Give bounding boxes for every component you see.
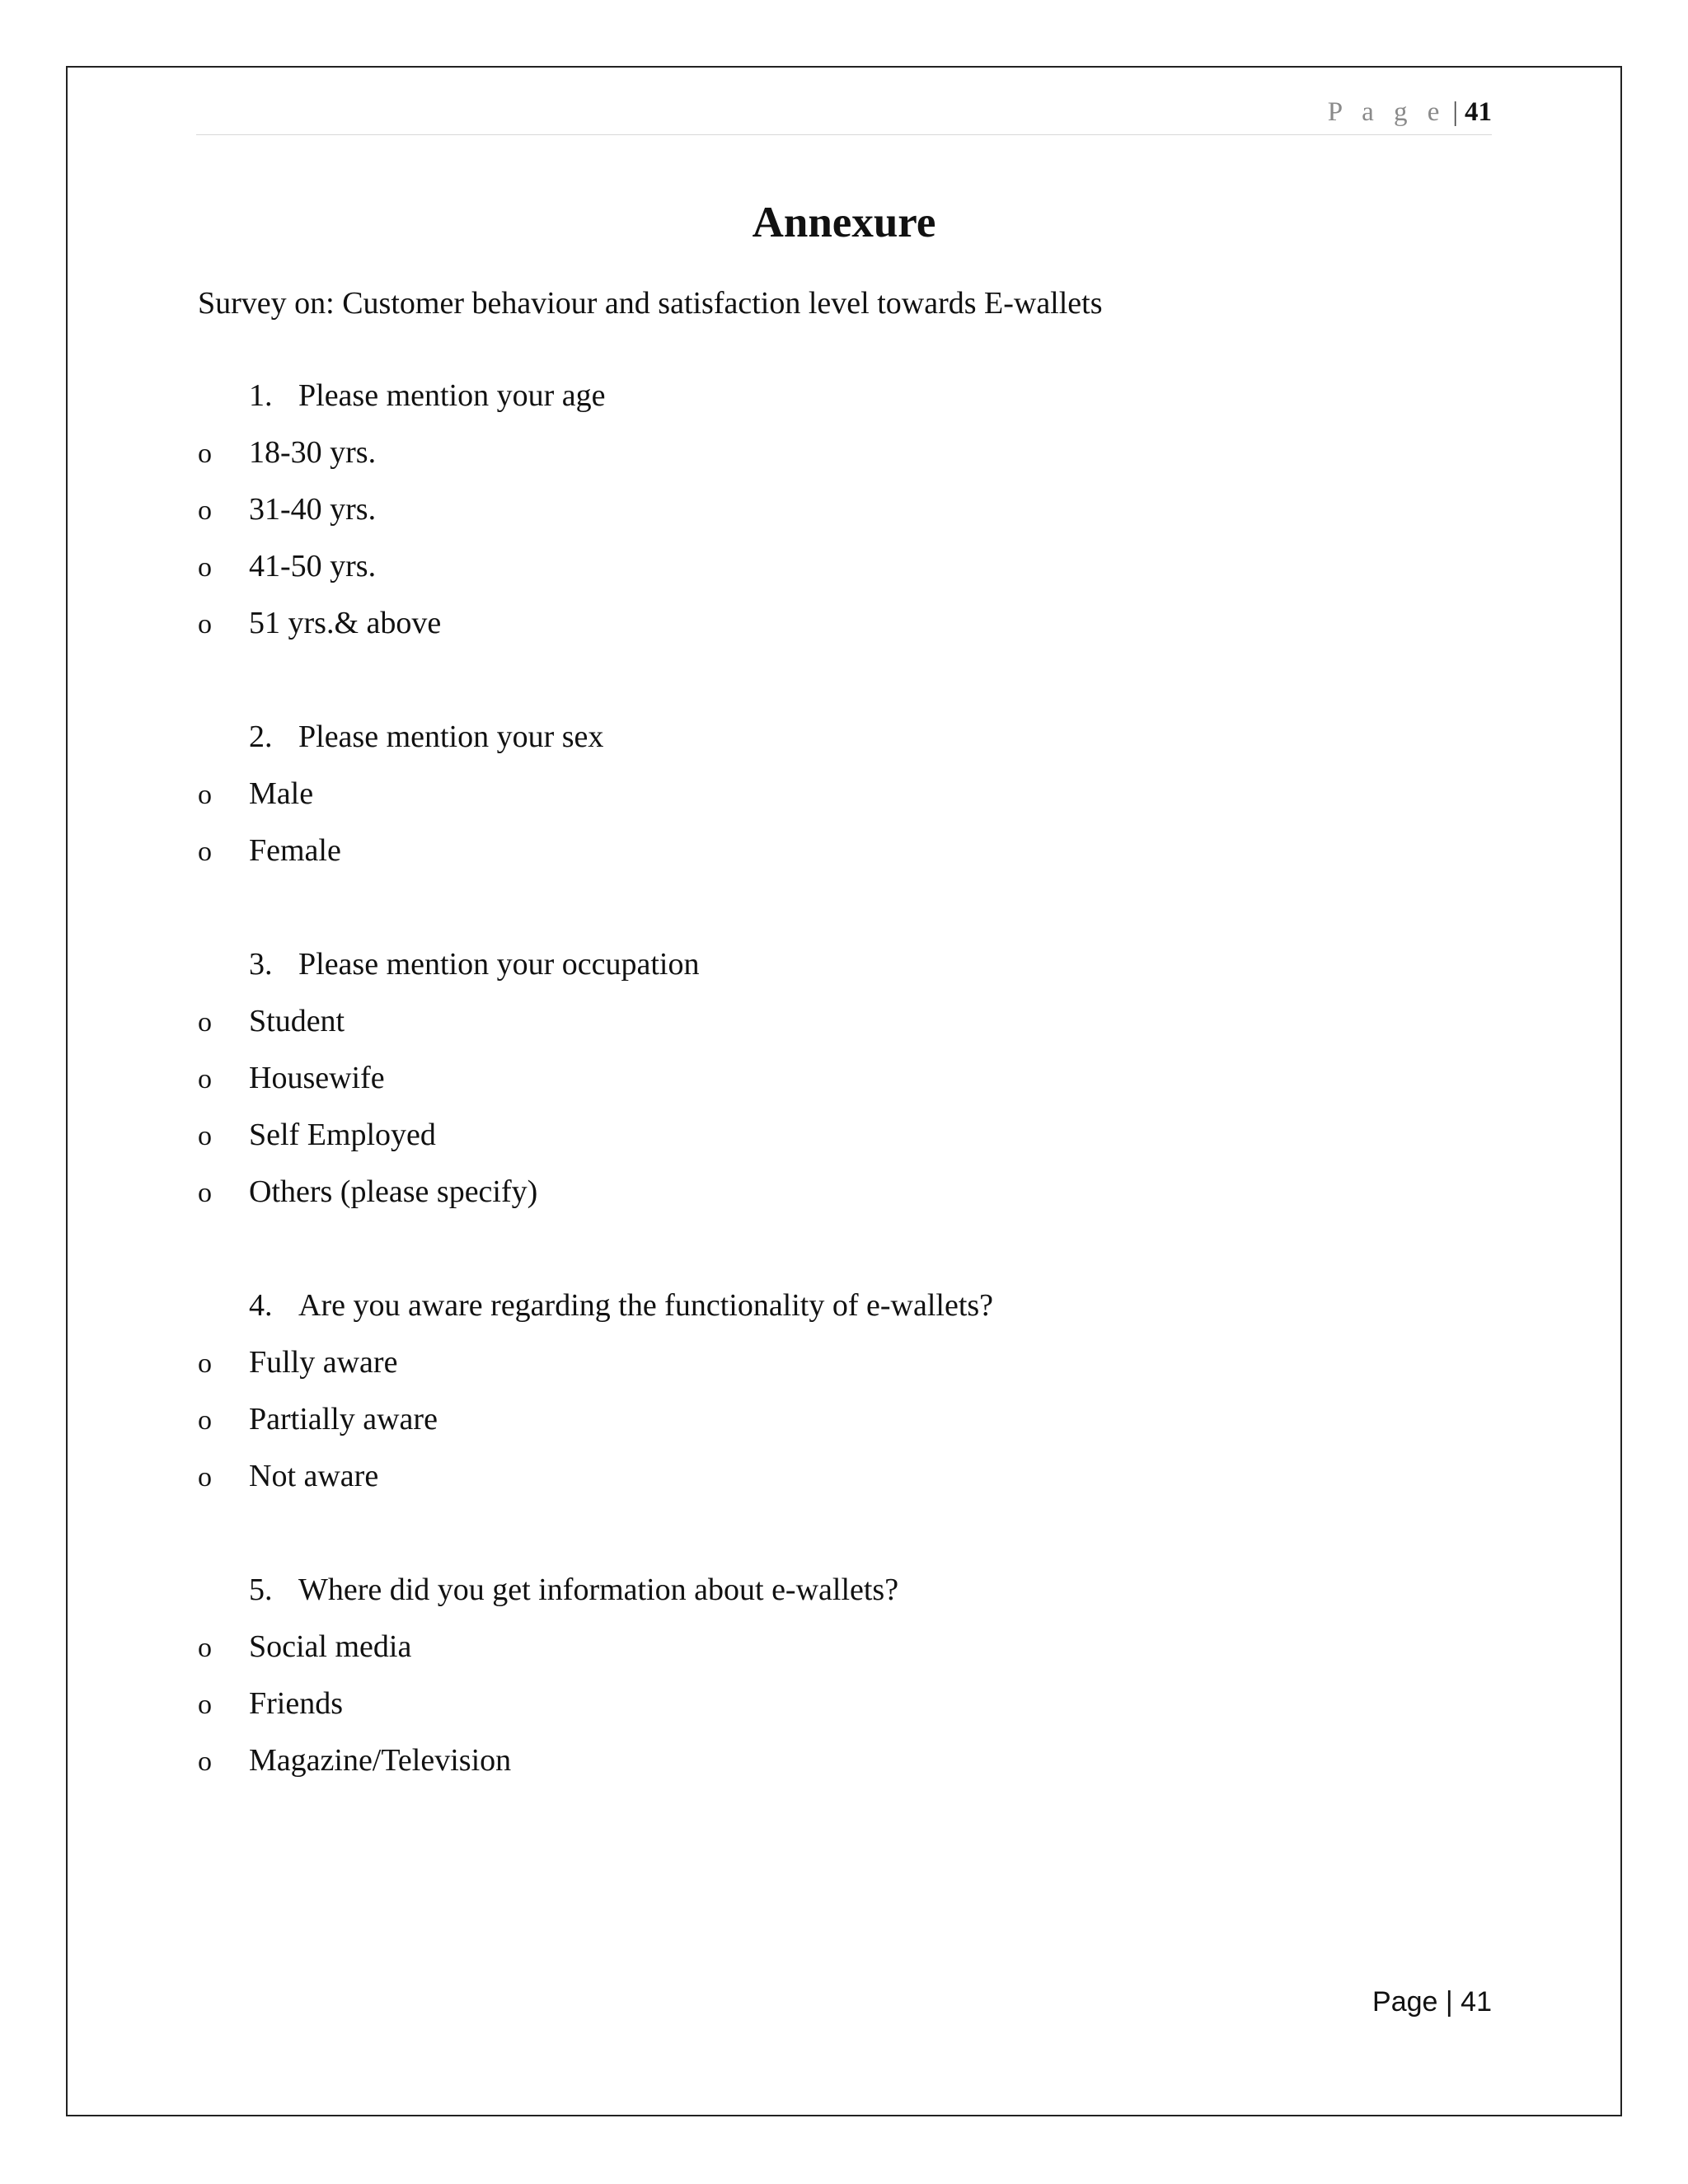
circle-bullet-icon: o (198, 780, 212, 810)
option-item[interactable] (198, 538, 1484, 595)
question-1 (198, 368, 1484, 652)
option-item[interactable] (198, 823, 1484, 879)
option-label: 51 yrs.& above (249, 606, 442, 640)
option-item[interactable] (198, 1391, 1484, 1448)
question-number: 2. (249, 719, 273, 754)
question-title (198, 1277, 1484, 1334)
circle-bullet-icon: o (198, 1633, 212, 1663)
option-label: Magazine/Television (249, 1743, 512, 1778)
option-item[interactable] (198, 766, 1484, 823)
header-page-number: 41 (1465, 97, 1492, 127)
question-text: Where did you get information about e-wallets? (298, 1572, 899, 1607)
circle-bullet-icon: o (198, 495, 212, 526)
circle-bullet-icon: o (198, 1348, 212, 1379)
question-3 (198, 936, 1484, 1221)
question-number: 4. (249, 1288, 273, 1323)
question-number: 3. (249, 947, 273, 982)
survey-subtitle: Survey on: Customer behaviour and satisfaction level towards E-wallets (198, 286, 1103, 321)
option-item[interactable] (198, 595, 1484, 652)
option-item[interactable] (198, 481, 1484, 538)
page-footer: Page | 41 (1372, 1986, 1492, 2018)
page-title: Annexure (752, 199, 936, 246)
survey-questions (198, 368, 1484, 1846)
option-item[interactable] (198, 1050, 1484, 1107)
circle-bullet-icon: o (198, 609, 212, 640)
option-label: Self Employed (249, 1118, 436, 1152)
option-label: Male (249, 776, 314, 811)
option-label: 41-50 yrs. (249, 549, 377, 583)
question-4 (198, 1277, 1484, 1505)
option-item[interactable] (198, 1448, 1484, 1505)
option-label: Student (249, 1004, 345, 1038)
header-separator: | (1452, 97, 1458, 127)
option-item[interactable] (198, 1334, 1484, 1391)
header-page-label: P a g e (1327, 97, 1447, 127)
option-item[interactable] (198, 1107, 1484, 1164)
option-label: Housewife (249, 1061, 385, 1095)
question-title (198, 936, 1484, 993)
question-title (198, 709, 1484, 766)
option-item[interactable] (198, 1675, 1484, 1732)
option-label: Partially aware (249, 1402, 438, 1436)
option-label: Not aware (249, 1459, 379, 1493)
option-item[interactable] (198, 424, 1484, 481)
question-number: 5. (249, 1572, 273, 1607)
question-text: Please mention your sex (298, 719, 604, 754)
circle-bullet-icon: o (198, 1462, 212, 1493)
circle-bullet-icon: o (198, 1064, 212, 1094)
question-title (198, 1562, 1484, 1619)
option-label: 18-30 yrs. (249, 435, 377, 470)
option-label: 31-40 yrs. (249, 492, 377, 527)
question-title (198, 368, 1484, 424)
question-text: Please mention your age (298, 378, 606, 413)
circle-bullet-icon: o (198, 1007, 212, 1038)
option-item[interactable] (198, 1164, 1484, 1221)
option-label: Friends (249, 1686, 343, 1721)
option-item[interactable] (198, 993, 1484, 1050)
circle-bullet-icon: o (198, 438, 212, 469)
circle-bullet-icon: o (198, 1178, 212, 1208)
option-item[interactable] (198, 1619, 1484, 1675)
option-label: Fully aware (249, 1345, 398, 1380)
circle-bullet-icon: o (198, 552, 212, 583)
circle-bullet-icon: o (198, 1690, 212, 1720)
question-number: 1. (249, 378, 273, 413)
question-5 (198, 1562, 1484, 1789)
question-text: Please mention your occupation (298, 947, 700, 982)
question-text: Are you aware regarding the functionality of e-wallets? (298, 1288, 994, 1323)
option-label: Female (249, 833, 341, 868)
page-header (196, 97, 1492, 135)
option-label: Social media (249, 1629, 412, 1664)
option-item[interactable] (198, 1732, 1484, 1789)
option-label: Others (please specify) (249, 1174, 538, 1209)
circle-bullet-icon: o (198, 1405, 212, 1436)
question-2 (198, 709, 1484, 879)
circle-bullet-icon: o (198, 1121, 212, 1151)
circle-bullet-icon: o (198, 1746, 212, 1777)
circle-bullet-icon: o (198, 837, 212, 867)
